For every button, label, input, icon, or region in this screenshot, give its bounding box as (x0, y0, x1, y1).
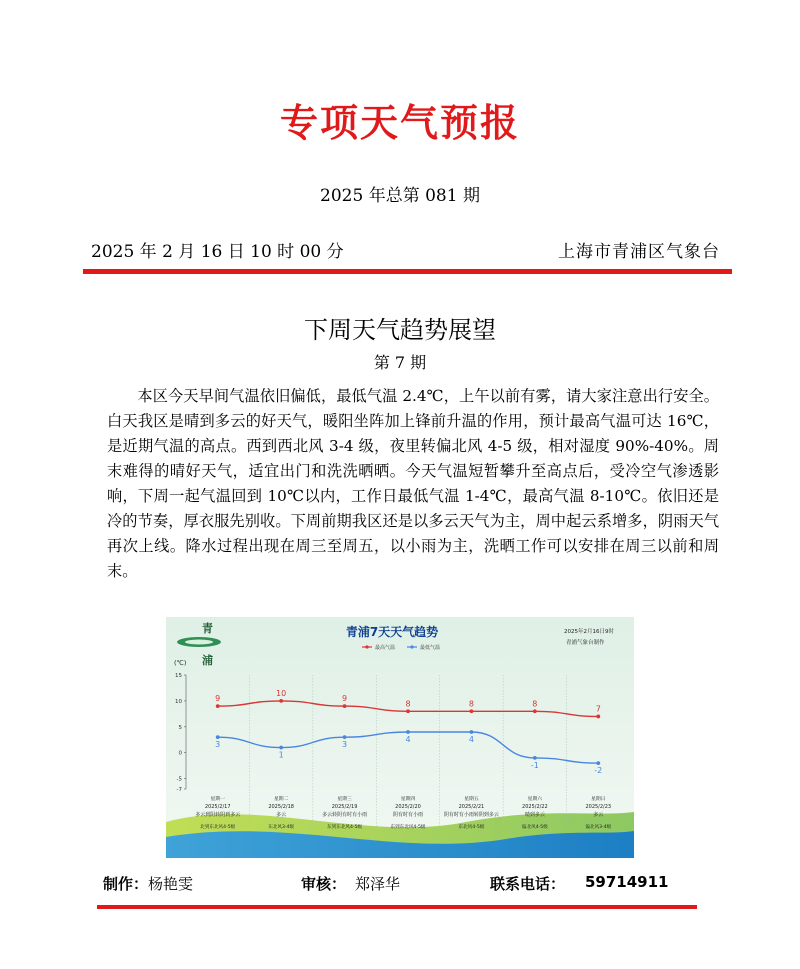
data-label: 7 (595, 704, 601, 714)
day-name: 星期六 (527, 797, 543, 802)
data-label: -2 (594, 766, 603, 776)
forecast-chart-svg (166, 617, 634, 858)
day-wind: 偏北风3-4级 (585, 825, 612, 830)
issue-number: 2025 年总第 081 期 (320, 186, 480, 206)
data-label: 10 (276, 688, 287, 698)
data-label: 3 (342, 740, 348, 750)
data-point (406, 730, 410, 734)
day-weather: 多云转阴有时有小雨 (322, 812, 368, 818)
data-label: 4 (405, 735, 411, 744)
y-tick-label: 5 (178, 724, 182, 731)
data-label: 9 (342, 694, 348, 704)
y-axis-label: (℃) (174, 659, 187, 667)
day-date: 2025/2/17 (204, 804, 231, 810)
data-point (343, 735, 347, 739)
chart-producer: 青浦气象台制作 (566, 640, 605, 646)
legend-min: 最低气温 (420, 645, 441, 651)
day-date: 2025/2/22 (522, 804, 548, 810)
day-weather: 多云到阴转阴到多云 (195, 812, 241, 818)
chart-issued: 2025年2月16日9时 (564, 629, 614, 635)
y-tick-label: -5 (176, 776, 182, 783)
data-label: 8 (532, 699, 538, 709)
footer (103, 873, 703, 894)
data-point (279, 699, 283, 703)
reviewer-name: 郑泽华 (355, 875, 401, 893)
data-point (216, 735, 220, 739)
data-point (406, 709, 410, 713)
day-name: 星期四 (400, 797, 416, 802)
day-name: 星期日 (591, 797, 606, 802)
day-wind: 东到东北风4-5级 (327, 825, 363, 830)
data-point (533, 756, 537, 760)
data-point (596, 715, 600, 719)
y-tick-label: 15 (175, 673, 182, 679)
data-point (279, 746, 283, 750)
day-date: 2025/2/18 (268, 804, 294, 810)
data-label: 9 (215, 694, 221, 704)
data-label: 8 (468, 699, 474, 709)
footer-divider (97, 905, 697, 909)
logo-char-1: 青 (202, 622, 213, 635)
data-label: 8 (405, 699, 411, 709)
day-wind: 东北风3-4级 (268, 825, 295, 830)
day-date: 2025/2/20 (395, 804, 421, 810)
day-name: 星期一 (210, 797, 225, 802)
day-name: 星期三 (337, 797, 352, 802)
data-point (470, 730, 474, 734)
y-tick-label: 10 (175, 698, 182, 705)
data-point (216, 704, 220, 708)
day-weather: 晴到多云 (524, 812, 545, 818)
day-weather: 阴有时有小雨 (392, 812, 424, 818)
article-body: 本区今天早间气温依旧偏低，最低气温 2.4℃，上午以前有雾，请大家注意出行安全。白天我区是晴到多云的好天气，暖阳坐阵加上锋前升温的作用，预计最高气温可达 16℃，是近期气温的高点。西到西北风 3-4 级，夜里转偏北风 4-5 级，相对湿度 90%-40%。周末难得的晴好天气，适宜出门和洗洗晒晒。今天气温短暂攀升至高点后，受冷空气渗透影响，下周一起气温回到 10℃以内，工作日最低气温 1-4℃，最高气温 8-10℃。依旧还是冷的节奏，厚衣服先别收。下周前期我区还是以多云天气为主，周中起云系增多，阴雨天气再次上线。降水过程出现在周三至周五，以小雨为主，洗晒工作可以安排在周三以前和周末。 (107, 387, 719, 580)
phone-label: 联系电话： (490, 875, 566, 893)
article-title: 下周天气趋势展望 (304, 316, 496, 344)
day-wind: 东到东北风4-5级 (390, 825, 426, 830)
day-wind: 东北风4-5级 (458, 825, 485, 830)
data-point (533, 709, 537, 713)
logo-char-2: 浦 (202, 654, 213, 667)
day-date: 2025/2/21 (458, 804, 485, 810)
day-weather: 多云 (276, 812, 287, 818)
day-date: 2025/2/19 (331, 804, 358, 810)
forecast-chart (166, 617, 634, 858)
chart-title: 青浦7天天气趋势 (345, 625, 439, 639)
author-name: 杨艳雯 (148, 875, 194, 893)
day-name: 星期五 (464, 797, 479, 802)
header-divider (83, 269, 732, 274)
day-weather: 阴有时有小雨转阴到多云 (443, 812, 499, 818)
data-point (596, 761, 600, 765)
phone-number: 59714911 (585, 873, 669, 891)
day-wind: 北到东北风4-5级 (200, 825, 236, 830)
data-label: -1 (530, 760, 539, 770)
day-name: 星期二 (273, 797, 289, 802)
article-period: 第 7 期 (373, 353, 427, 372)
data-point (470, 709, 474, 713)
data-label: 4 (468, 735, 474, 744)
issue-date: 2025 年 2 月 16 日 10 时 00 分 (91, 242, 344, 262)
day-wind: 偏北风4-5级 (521, 825, 548, 830)
agency-name: 上海市青浦区气象台 (558, 242, 720, 262)
reviewer-label: 审核： (301, 875, 347, 893)
legend-max: 最高气温 (375, 645, 396, 651)
data-point (343, 704, 347, 708)
author-label: 制作： (103, 875, 149, 893)
day-weather: 多云 (593, 812, 604, 818)
day-date: 2025/2/23 (585, 804, 612, 810)
y-tick-label: -7 (176, 787, 182, 793)
y-tick-label: 0 (178, 750, 182, 757)
data-label: 1 (278, 750, 284, 760)
report-title: 专项天气预报 (279, 101, 520, 145)
data-label: 3 (215, 740, 221, 750)
